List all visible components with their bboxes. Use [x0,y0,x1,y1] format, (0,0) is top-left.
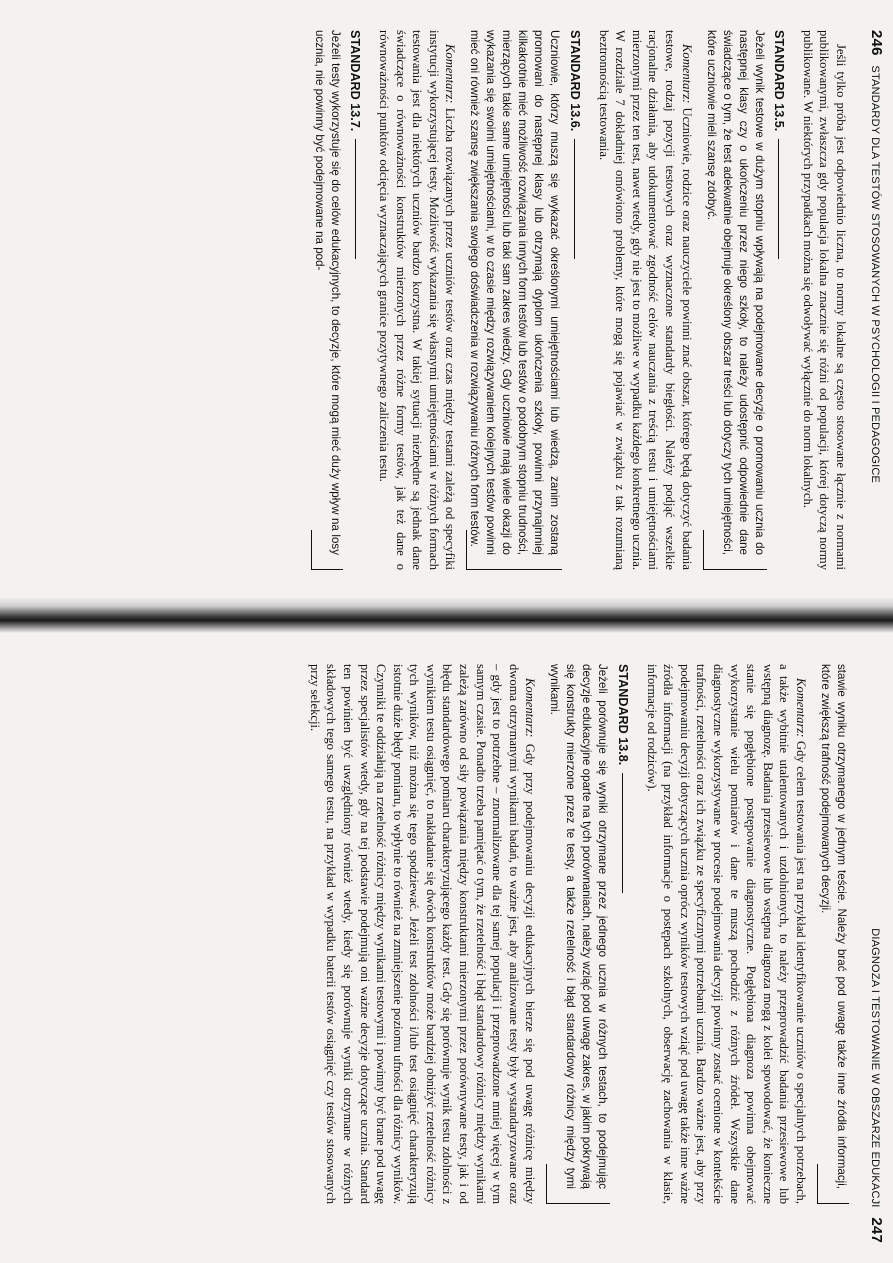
standard-title: STANDARD 13.5. [772,30,787,132]
page-number: 247 [868,1217,885,1243]
book-spine-shadow [0,597,893,633]
standard-heading [614,664,631,1204]
standard-title: STANDARD 13.6. [568,30,583,132]
comment-text: Gdy przy podejmowaniu decyzji edukacyjnych bierze się pod uwagę różnicę między dwoma otrzymanymi wynikami badań, to ważne jest, aby analizowane testy były wystandaryzowane oraz – gdy jest to potrzebne – znormalizowane dla tej samej populacji i przeprowadzone mniej więcej w tym samym czasie. Ponadto trzeba pamiętać o tym, że rzetelność i błąd standardowy różnicy między wynikami zależą zarówno od siły powiązania między konstruktami mierzonymi przez porównywane testy, jak i od błędu standardowego pomiaru charakteryzującego każdy test. Gdy się porównuje wynik testu zdolności z wynikiem testu osiągnięć, to nakładanie się dwóch konstruktów może bardziej obniżyć rzetelność różnicy tych wyników, niż można się tego spodziewać. Jeżeli test zdolności i/lub test osiągnięć charakteryzują istotnie duże błędy pomiaru, to wpłynie to również na zmniejszenie poziomu ufności dla różnicy wyników. Czynniki te oddziałują na rzetelność różnicy między wynikami testowymi i powinny być brane pod uwagę przez specjalistów wtedy, gdy na tej podstawie podejmują oni ważne decyzje dotyczące ucznia. Standard ten powinien być uwzględniony również wtedy, kiedy się porównuje wyniki otrzymane w różnych składowych tego samego testu, na przykład w wypadku baterii testów osiągnięć czy testów stosowanych przy selekcji. [307,664,538,1204]
comment-paragraph [643,664,809,1204]
comment-label: Komentarz: [679,44,694,104]
page-header [868,30,885,483]
running-head: DIAGNOZA I TESTOWANIE W OBSZARZE EDUKACJI [869,928,881,1208]
text-column [303,30,849,570]
page-247 [0,634,893,1263]
standard-heading [566,30,583,570]
comment-paragraph [376,30,459,570]
heading-rule [622,773,623,893]
comment-label: Komentarz: [794,678,808,738]
heading-rule [778,139,779,259]
standard-box: Jeżeli testy wykorzystuje się do celów edukacyjnych, to decyzje, które mogą mieć duży wpływ na losy ucznia, nie powinny być podejmowane na pod- [311,30,343,570]
standard-title: STANDARD 13.7. [348,30,363,132]
standard-title: STANDARD 13.8. [616,664,631,766]
comment-text: Uczniowie, rodzice oraz nauczyciele powinni znać obszar, którego będą dotyczyć badania testowe, rodzaj pozycji testowych oraz wyznaczone standardy biegłości. Należy podjąć wszelkie racjonalne działania, aby udokumentować zgodność celów nauczania z treścią testu i umiejętnościami mierzonymi przez ten test, nawet wtedy, gdy nie jest to możliwe w wypadku każdego konkretnego ucznia. W rozdziale 7 dokładniej omówiono problemy, które mogą się pojawiać w związku z tak rozumianą beztronnością testowania. [596,30,694,570]
standard-heading [771,30,788,570]
comment-label: Komentarz: [523,678,538,738]
comment-text: Liczba rozwiązanych przez uczniów testów oraz czas między testami zależą od specyfiki instytucji wykorzystującej testy. Możliwość wykazania się własnymi umiejętnościami w różnych formach testowania jest dla niektórych uczniów bardzo korzystna. W takiej sytuacji niezbędne są jednak dane świadczące o równoważności konstruktów mierzonych przez różne formy testów, jak też dane o równoważności punktów odcięcia wyznaczających granice pozytywnego zaliczenia testu. [377,30,458,570]
page-246 [0,0,893,598]
standard-heading [347,30,364,570]
standard-box-continued: stawie wyniku otrzymanego w jednym teście. Należy brać pod uwagę także inne źródła informacji, które zwiększą trafność podejmowanych decyzji. [817,664,849,1204]
comment-label: Komentarz: [443,44,458,104]
comment-paragraph [595,30,695,570]
running-head: STANDARDY DLA TESTÓW STOSOWANYCH W PSYCHOLOGII I PEDAGOGICE [869,65,881,484]
standard-box: Jeżeli porównuje się wyniki otrzymane przez jednego ucznia w różnych testach, to podejmując decyzje edukacyjne oparte na tych porównaniach, należy wziąć pod uwagę zakres, w jakim pokrywają się konstrukty mierzone przez te testy, a także rzetelność i błąd standardowy różnicy między tymi wynikami. [546,664,610,1204]
intro-paragraph: Jeśli tylko próba jest odpowiednio liczna, to normy lokalne są często stosowane łącznie z normami publikowanymi, zwłaszcza gdy populacja lokalna znacznie się różni od populacji, której dotyczą normy publikowane. W niektórych przypadkach można się odwoływać wyłącznie do norm lokalnych. [800,30,848,570]
comment-paragraph [306,664,538,1204]
comment-text: Gdy celem testowania jest na przykład identyfikowanie uczniów o specjalnych potrzebach, a także wybitnie utalentowanych i uzdolnionych, to należy przeprowadzić badania przesiewowe lub wstępną diagnozę. Badania przesiewowe lub wstępna diagnoza mogą z kolei spowodować, że konieczne stanie się pogłębione postępowanie diagnostyczne. Pogłębiona diagnoza powinna obejmować wykorzystanie wielu pomiarów i dane te muszą pochodzić z różnych źródeł. Wszystkie dane diagnostyczne wykorzystywane w procesie podejmowania decyzji powinny zostać ocenione w kontekście trafności, rzetelności oraz ich związku ze specyficznymi potrzebami ucznia. Bardzo ważne jest, aby przy podejmowaniu decyzji dotyczących ucznia oprócz wyników testowych wziąć pod uwagę także inne ważne źródła informacji (na przykład informacje o postępach szkolnych, obserwację zachowania w klasie, informacje od rodziców). [644,664,808,1204]
standard-box: Uczniowie, którzy muszą się wykazać określonymi umiejętnościami lub wiedzą, zanim zostaną promowani do następnej klasy lub otrzymają dyplom ukończenia szkoły, powinni przynajmniej kilkakrotnie mieć możliwość rozwiązania innych form testów lub testów o podobnym stopniu trudności, mierzących takie same umiejętności lub taki sam zakres wiedzy. Gdy uczniowie mają wiele okazji do wykazania się swoimi umiejętnościami, w to czasie między rozwiązywaniem kolejnych testów powinni mieć oni również szansę zwiększania swojego doświadczenia w rozwiązywaniu różnych form testów. [466,30,562,570]
standard-box: Jeżeli wynik testowe w dużym stopniu wpływają na podejmowane decyzje o promowaniu ucznia do następnej klasy czy o ukończeniu przez niego szkoły, to należy udostępnić odpowiednie dane świadczące o tym, że test adekwatnie obejmuje określony obszar treści lub dotyczy tych umiejętności, które uczniowie mieli szansę zdobyć. [703,30,767,570]
page-number: 246 [868,30,885,56]
heading-rule [574,139,575,259]
page-header [868,928,885,1243]
heading-rule [355,139,356,259]
text-column [300,664,849,1204]
